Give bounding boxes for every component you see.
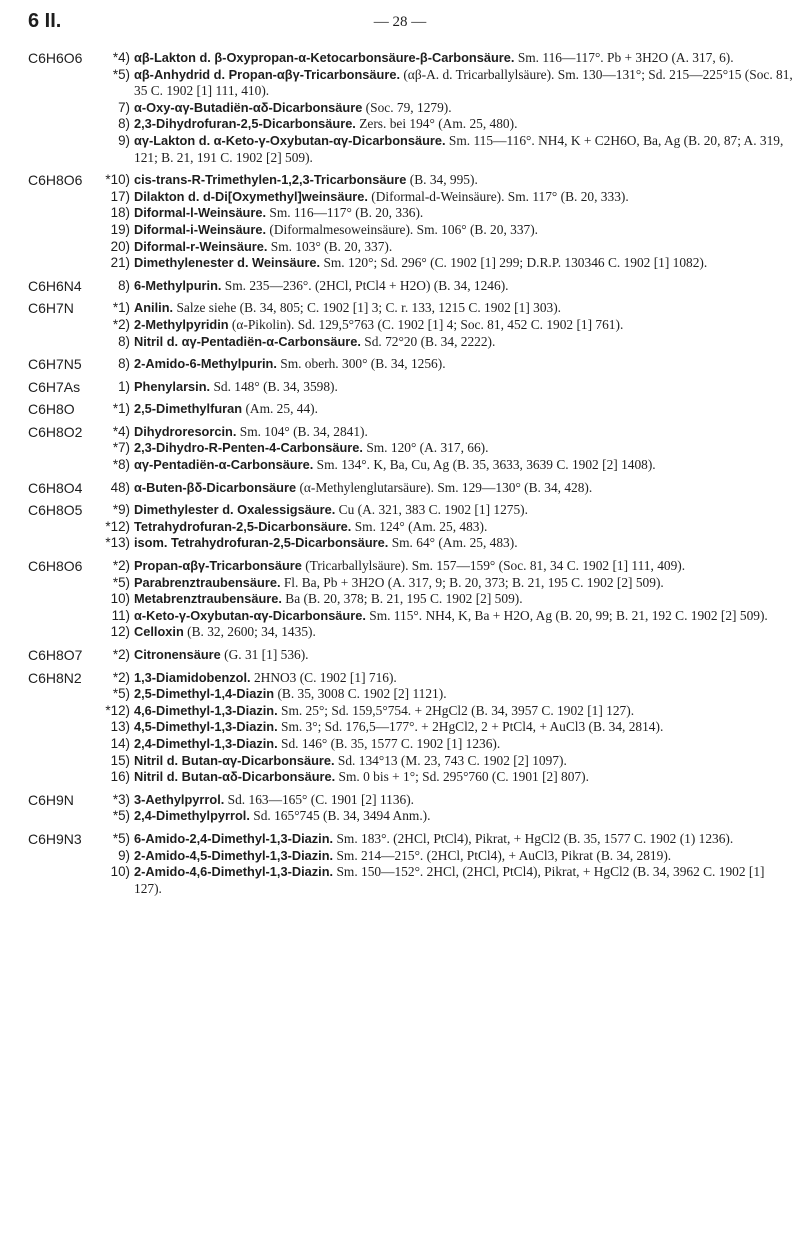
compound-details: Sm. 120° (A. 317, 66). bbox=[362, 440, 489, 456]
compound-name: αβ-Lakton d. β-Oxypropan-α-Ketocarbonsäure-β-Carbonsäure. bbox=[134, 50, 515, 65]
entry-number: 10) bbox=[110, 591, 130, 607]
entry-number: 7) bbox=[118, 99, 130, 115]
entry-number: 16) bbox=[110, 769, 130, 785]
compound-name: 2-Amido-4,5-Dimethyl-1,3-Diazin. bbox=[134, 847, 334, 863]
entry-number: 8) bbox=[118, 277, 130, 293]
compound-entry bbox=[94, 133, 794, 166]
entry-list bbox=[94, 480, 794, 497]
compound-entry bbox=[94, 100, 794, 117]
compound-details: Sm. 104° (B. 34, 2841). bbox=[236, 423, 368, 439]
compound-details: Sd. 134°13 (M. 23, 743 C. 1902 [2] 1097). bbox=[334, 752, 567, 768]
compound-details: Sm. oberh. 300° (B. 34, 1256). bbox=[276, 356, 446, 372]
compound-details: Sm. 124° (Am. 25, 483). bbox=[351, 518, 488, 534]
entry-number: *1) bbox=[112, 300, 130, 316]
formula-group bbox=[24, 356, 794, 373]
entry-number: 48) bbox=[110, 479, 130, 495]
compound-name: Metabrenztraubensäure. bbox=[134, 591, 282, 607]
compound-entry bbox=[94, 457, 794, 474]
formula-label: C6H9N bbox=[28, 791, 74, 808]
entry-number: 10) bbox=[110, 864, 130, 880]
formula-group bbox=[24, 424, 794, 474]
compound-name: 4,6-Dimethyl-1,3-Diazin. bbox=[134, 702, 278, 718]
compound-details: (Am. 25, 44). bbox=[242, 401, 318, 417]
compound-details: Sm. 134°. K, Ba, Cu, Ag (B. 35, 3633, 3639 C. 1902 [2] 1408). bbox=[313, 457, 656, 473]
compound-entry bbox=[94, 300, 794, 317]
compound-entry bbox=[94, 558, 794, 575]
formula-label: C6H9N3 bbox=[28, 830, 82, 847]
compound-name: Phenylarsin. bbox=[134, 378, 211, 394]
formula-label: C6H7N bbox=[28, 300, 74, 317]
compound-entry bbox=[94, 222, 794, 239]
compound-entry bbox=[94, 172, 794, 189]
entry-list bbox=[94, 424, 794, 474]
compound-details: (αβ-A. d. Tricarballylsäure). Sm. 130—131°; Sd. 215—225°15 (Soc. 81, 35 C. 1902 [1] 111, 410). bbox=[134, 66, 793, 99]
formula-label: C6H8O6 bbox=[28, 172, 83, 189]
entry-number: *5) bbox=[112, 686, 130, 702]
formula-group bbox=[24, 558, 794, 641]
formula-label: C6H6N4 bbox=[28, 277, 82, 294]
compound-entry bbox=[94, 480, 794, 497]
entry-number: 8) bbox=[118, 333, 130, 349]
compound-name: cis-trans-R-Trimethylen-1,2,3-Tricarbonsäure bbox=[134, 172, 407, 188]
compound-name: Diformal-r-Weinsäure. bbox=[134, 238, 268, 254]
entry-list bbox=[94, 379, 794, 396]
entry-number: *9) bbox=[112, 502, 130, 518]
entry-number: *2) bbox=[112, 647, 130, 662]
entry-number: *4) bbox=[112, 50, 130, 65]
compound-entry bbox=[94, 67, 794, 100]
entry-number: *4) bbox=[112, 423, 130, 439]
compound-name: 3-Aethylpyrrol. bbox=[134, 791, 225, 807]
compound-entry bbox=[94, 831, 794, 848]
compound-name: Nitril d. αγ-Pentadiën-α-Carbonsäure. bbox=[134, 333, 361, 349]
compound-entry bbox=[94, 356, 794, 373]
formula-group bbox=[24, 278, 794, 295]
compound-details: Cu (A. 321, 383 C. 1902 [1] 1275). bbox=[335, 502, 528, 518]
entry-list bbox=[94, 670, 794, 786]
formula-group bbox=[24, 480, 794, 497]
entry-number: 8) bbox=[118, 356, 130, 372]
entry-number: 1) bbox=[118, 378, 130, 394]
compound-entry bbox=[94, 50, 794, 67]
compound-details: Sd. 72°20 (B. 34, 2222). bbox=[360, 333, 496, 349]
entry-list bbox=[94, 356, 794, 373]
entry-number: *2) bbox=[112, 558, 130, 574]
compound-name: Diformal-l-Weinsäure. bbox=[134, 205, 267, 221]
entry-list bbox=[94, 647, 794, 664]
formula-label: C6H8O5 bbox=[28, 502, 83, 519]
entry-number: *5) bbox=[112, 830, 130, 846]
compound-name: 2-Amido-6-Methylpurin. bbox=[134, 356, 277, 372]
formula-group bbox=[24, 50, 794, 166]
formula-label: C6H8O4 bbox=[28, 479, 83, 496]
formula-group bbox=[24, 401, 794, 418]
compound-entry bbox=[94, 189, 794, 206]
compound-name: Citronensäure bbox=[134, 647, 221, 662]
formula-label: C6H8O bbox=[28, 401, 75, 418]
formula-group bbox=[24, 502, 794, 552]
compound-name: Celloxin bbox=[134, 624, 184, 640]
compound-name: 6-Methylpurin. bbox=[134, 277, 222, 293]
compound-name: 2,5-Dimethylfuran bbox=[134, 401, 243, 417]
entry-number: 9) bbox=[118, 132, 130, 148]
entry-list bbox=[94, 558, 794, 641]
compound-details: Sm. 64° (Am. 25, 483). bbox=[388, 535, 518, 551]
compound-entry bbox=[94, 116, 794, 133]
compound-entry bbox=[94, 379, 794, 396]
formula-group bbox=[24, 670, 794, 786]
compound-entry bbox=[94, 334, 794, 351]
compound-entry bbox=[94, 317, 794, 334]
compound-entry bbox=[94, 519, 794, 536]
compound-entry bbox=[94, 736, 794, 753]
entry-number: *12) bbox=[105, 702, 130, 718]
formula-group bbox=[24, 647, 794, 664]
compound-name: Anilin. bbox=[134, 300, 174, 316]
entry-number: 14) bbox=[110, 735, 130, 751]
entry-number: *10) bbox=[105, 172, 130, 188]
entry-number: 20) bbox=[110, 238, 130, 254]
formula-group bbox=[24, 300, 794, 350]
formula-register bbox=[24, 50, 794, 900]
compound-name: 2,3-Dihydro-R-Penten-4-Carbonsäure. bbox=[134, 440, 363, 456]
entry-number: *5) bbox=[112, 66, 130, 82]
compound-entry bbox=[94, 608, 794, 625]
formula-label: C6H6O6 bbox=[28, 50, 83, 66]
formula-label: C6H8O2 bbox=[28, 423, 83, 440]
compound-entry bbox=[94, 753, 794, 770]
compound-details: 2HNO3 (C. 1902 [1] 716). bbox=[250, 669, 397, 685]
compound-details: Fl. Ba, Pb + 3H2O (A. 317, 9; B. 20, 373; B. 21, 195 C. 1902 [2] 509). bbox=[280, 574, 664, 590]
compound-entry bbox=[94, 591, 794, 608]
compound-details: (Diformal-d-Weinsäure). Sm. 117° (B. 20, 333). bbox=[367, 188, 629, 204]
compound-details: Sm. 116—117°. Pb + 3H2O (A. 317, 6). bbox=[514, 50, 734, 65]
compound-name: 2-Methylpyridin bbox=[134, 316, 229, 332]
compound-name: 1,3-Diamidobenzol. bbox=[134, 669, 251, 685]
compound-entry bbox=[94, 686, 794, 703]
compound-entry bbox=[94, 808, 794, 825]
compound-entry bbox=[94, 205, 794, 222]
formula-group bbox=[24, 379, 794, 396]
entry-number: 9) bbox=[118, 847, 130, 863]
compound-name: 4,5-Dimethyl-1,3-Diazin. bbox=[134, 719, 278, 735]
compound-name: Nitril d. Butan-αγ-Dicarbonsäure. bbox=[134, 752, 335, 768]
compound-entry bbox=[94, 647, 794, 664]
entry-number: 13) bbox=[110, 719, 130, 735]
entry-number: 21) bbox=[110, 255, 130, 271]
compound-name: Propan-αβγ-Tricarbonsäure bbox=[134, 558, 302, 574]
formula-group bbox=[24, 172, 794, 272]
compound-details: (G. 31 [1] 536). bbox=[220, 647, 309, 662]
compound-details: Sd. 146° (B. 35, 1577 C. 1902 [1] 1236). bbox=[277, 735, 501, 751]
compound-details: (B. 32, 2600; 34, 1435). bbox=[183, 624, 316, 640]
compound-details: (B. 35, 3008 C. 1902 [2] 1121). bbox=[274, 686, 447, 702]
entry-number: 8) bbox=[118, 116, 130, 132]
entry-number: *8) bbox=[112, 457, 130, 473]
compound-name: 2,4-Dimethyl-1,3-Diazin. bbox=[134, 735, 278, 751]
formula-group bbox=[24, 792, 794, 825]
compound-details: (Tricarballylsäure). Sm. 157—159° (Soc. 81, 34 C. 1902 [1] 111, 409). bbox=[301, 558, 686, 574]
compound-details: Sm. 150—152°. 2HCl, (2HCl, PtCl4), Pikrat, + HgCl2 (B. 34, 3962 C. 1902 [1] 127). bbox=[134, 864, 765, 896]
compound-name: Dimethylenester d. Weinsäure. bbox=[134, 255, 321, 271]
section-label: 6 II. bbox=[28, 10, 62, 32]
page-number: — 28 — bbox=[373, 14, 427, 30]
compound-entry bbox=[94, 440, 794, 457]
entry-number: *1) bbox=[112, 401, 130, 417]
compound-details: Sm. 120°; Sd. 296° (C. 1902 [1] 299; D.R.P. 130346 C. 1902 [1] 1082). bbox=[320, 255, 708, 271]
compound-name: Dimethylester d. Oxalessigsäure. bbox=[134, 502, 336, 518]
entry-number: 15) bbox=[110, 752, 130, 768]
entry-list bbox=[94, 300, 794, 350]
compound-entry bbox=[94, 719, 794, 736]
formula-label: C6H8O7 bbox=[28, 647, 83, 663]
compound-details: Zers. bei 194° (Am. 25, 480). bbox=[355, 116, 518, 132]
compound-name: αγ-Pentadiën-α-Carbonsäure. bbox=[134, 457, 314, 473]
compound-entry bbox=[94, 502, 794, 519]
entry-list bbox=[94, 502, 794, 552]
compound-details: Sm. 0 bis + 1°; Sd. 295°760 (C. 1901 [2] 807). bbox=[335, 769, 589, 785]
compound-entry bbox=[94, 792, 794, 809]
compound-entry bbox=[94, 864, 794, 897]
compound-details: Salze siehe (B. 34, 805; C. 1902 [1] 3; C. r. 133, 1215 C. 1902 [1] 303). bbox=[173, 300, 562, 316]
compound-details: Sm. 235—236°. (2HCl, PtCl4 + H2O) (B. 34, 1246). bbox=[221, 277, 509, 293]
compound-entry bbox=[94, 401, 794, 418]
compound-entry bbox=[94, 769, 794, 786]
compound-details: (B. 34, 995). bbox=[406, 172, 478, 188]
entry-number: *5) bbox=[112, 574, 130, 590]
formula-label: C6H7N5 bbox=[28, 356, 82, 373]
compound-name: Parabrenztraubensäure. bbox=[134, 574, 281, 590]
compound-name: α-Oxy-αγ-Butadiën-αδ-Dicarbonsäure bbox=[134, 99, 363, 115]
compound-entry bbox=[94, 255, 794, 272]
entry-list bbox=[94, 278, 794, 295]
entry-number: *12) bbox=[105, 518, 130, 534]
compound-details: Sm. 183°. (2HCl, PtCl4), Pikrat, + HgCl2 (B. 35, 1577 C. 1902 (1) 1236). bbox=[333, 830, 734, 846]
compound-name: 2,5-Dimethyl-1,4-Diazin bbox=[134, 686, 275, 702]
entry-number: 12) bbox=[110, 624, 130, 640]
entry-number: *5) bbox=[112, 808, 130, 824]
formula-label: C6H8O6 bbox=[28, 558, 83, 575]
entry-list bbox=[94, 172, 794, 272]
entry-number: *3) bbox=[112, 791, 130, 807]
entry-number: 17) bbox=[110, 188, 130, 204]
compound-details: (Soc. 79, 1279). bbox=[362, 99, 452, 115]
compound-details: Sm. 214—215°. (2HCl, PtCl4), + AuCl3, Pikrat (B. 34, 2819). bbox=[333, 847, 672, 863]
entry-number: *13) bbox=[105, 535, 130, 551]
compound-details: Sm. 115—116°. NH4, K + C2H6O, Ba, Ag (B. 20, 87; A. 319, 121; B. 21, 191 C. 1902 [2] 509). bbox=[134, 132, 784, 165]
compound-entry bbox=[94, 575, 794, 592]
compound-name: α-Buten-βδ-Dicarbonsäure bbox=[134, 479, 297, 495]
compound-details: Sd. 148° (B. 34, 3598). bbox=[210, 378, 338, 394]
entry-number: *2) bbox=[112, 316, 130, 332]
compound-name: 2,3-Dihydrofuran-2,5-Dicarbonsäure. bbox=[134, 116, 356, 132]
entry-number: 19) bbox=[110, 221, 130, 237]
compound-name: 2,4-Dimethylpyrrol. bbox=[134, 808, 250, 824]
compound-name: Dilakton d. d-Di[Oxymethyl]weinsäure. bbox=[134, 188, 368, 204]
compound-name: isom. Tetrahydrofuran-2,5-Dicarbonsäure. bbox=[134, 535, 389, 551]
compound-entry bbox=[94, 278, 794, 295]
compound-details: (α-Methylenglutarsäure). Sm. 129—130° (B. 34, 428). bbox=[296, 479, 593, 495]
compound-name: Dihydroresorcin. bbox=[134, 423, 237, 439]
compound-name: Nitril d. Butan-αδ-Dicarbonsäure. bbox=[134, 769, 336, 785]
entry-number: 18) bbox=[110, 205, 130, 221]
compound-entry bbox=[94, 624, 794, 641]
formula-label: C6H8N2 bbox=[28, 669, 82, 686]
compound-name: αβ-Anhydrid d. Propan-αβγ-Tricarbonsäure. bbox=[134, 66, 400, 82]
compound-entry bbox=[94, 424, 794, 441]
compound-details: Sm. 25°; Sd. 159,5°754. + 2HgCl2 (B. 34, 3957 C. 1902 [1] 127). bbox=[277, 702, 635, 718]
compound-details: Sm. 103° (B. 20, 337). bbox=[267, 238, 393, 254]
entry-number: *7) bbox=[112, 440, 130, 456]
entry-list bbox=[94, 792, 794, 825]
compound-details: Sm. 115°. NH4, K, Ba + H2O, Ag (B. 20, 99; B. 21, 192 C. 1902 [2] 509). bbox=[365, 607, 768, 623]
compound-details: Sd. 163—165° (C. 1901 [2] 1136). bbox=[224, 791, 415, 807]
compound-details: Sm. 3°; Sd. 176,5—177°. + 2HgCl2, 2 + PtCl4, + AuCl3 (B. 34, 2814). bbox=[277, 719, 664, 735]
compound-name: Tetrahydrofuran-2,5-Dicarbonsäure. bbox=[134, 518, 352, 534]
compound-name: α-Keto-γ-Oxybutan-αγ-Dicarbonsäure. bbox=[134, 607, 366, 623]
compound-entry bbox=[94, 703, 794, 720]
entry-list bbox=[94, 50, 794, 166]
compound-details: Sm. 116—117° (B. 20, 336). bbox=[266, 205, 424, 221]
compound-name: αγ-Lakton d. α-Keto-γ-Oxybutan-αγ-Dicarbonsäure. bbox=[134, 132, 446, 148]
compound-details: Ba (B. 20, 378; B. 21, 195 C. 1902 [2] 509). bbox=[281, 591, 523, 607]
compound-name: 6-Amido-2,4-Dimethyl-1,3-Diazin. bbox=[134, 830, 334, 846]
compound-details: Sd. 165°745 (B. 34, 3494 Anm.). bbox=[249, 808, 431, 824]
compound-name: Diformal-i-Weinsäure. bbox=[134, 221, 267, 237]
entry-list bbox=[94, 831, 794, 897]
formula-label: C6H7As bbox=[28, 378, 81, 395]
entry-number: 11) bbox=[111, 607, 130, 623]
compound-entry bbox=[94, 239, 794, 256]
entry-list bbox=[94, 401, 794, 418]
formula-group bbox=[24, 831, 794, 897]
compound-entry bbox=[94, 670, 794, 687]
compound-name: 2-Amido-4,6-Dimethyl-1,3-Diazin. bbox=[134, 864, 334, 880]
compound-details: (α-Pikolin). Sd. 129,5°763 (C. 1902 [1] 4; Soc. 81, 452 C. 1902 [1] 761). bbox=[228, 316, 624, 332]
compound-entry bbox=[94, 848, 794, 865]
compound-details: (Diformalmesoweinsäure). Sm. 106° (B. 20, 337). bbox=[266, 221, 539, 237]
compound-entry bbox=[94, 535, 794, 552]
page-header bbox=[0, 8, 800, 38]
entry-number: *2) bbox=[112, 669, 130, 685]
